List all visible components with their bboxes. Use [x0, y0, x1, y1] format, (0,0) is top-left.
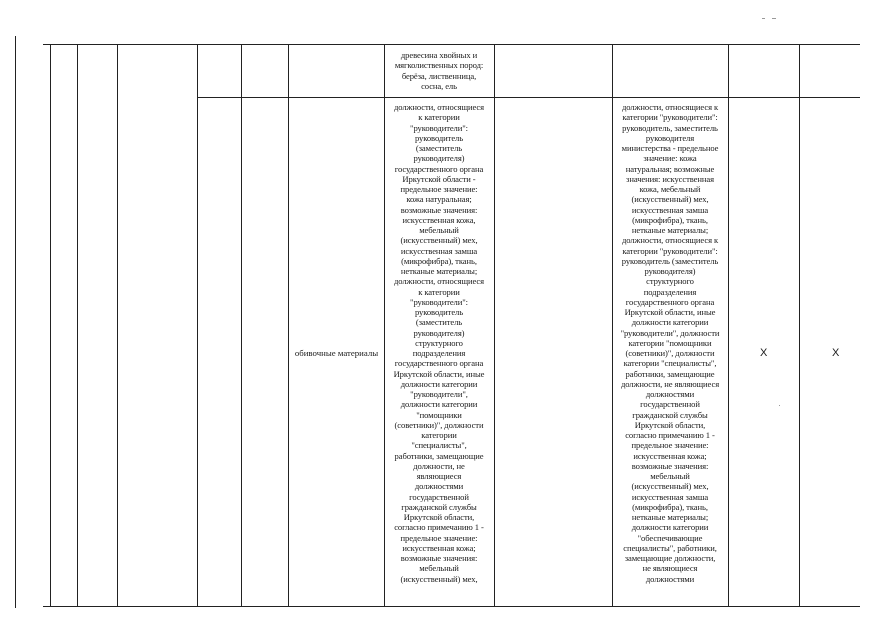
not-applicable-mark: Х: [832, 347, 840, 359]
column-border: [197, 44, 198, 606]
upholstery-requirements-text: должности, относящиеся к категории "руководители": руководитель (заместитель руководителя) государственного органа Иркутской области - предельное значение: кожа натуральная; возможные значения: искусственная кожа, мебельный (искусственный) мех, искусственная замша (микрофибра), ткань, нетканые материалы; должности, относящиеся к категории "руководители": руководитель (заместитель руководителя) структурного подразделения государственного органа Иркутской области, иные должности категории "руководители", должности категории "помощники (советники)", должности категории "специалисты", работники, замещающие должности, не являющиеся должностями государственной гражданской службы Иркутской области, согласно примечанию 1 - предельное значение: искусственная кожа; возможные значения: мебельный (искусственный) мех,: [393, 102, 485, 584]
column-border: [384, 44, 385, 606]
row-divider: [197, 97, 860, 98]
not-applicable-mark: Х: [760, 347, 768, 359]
column-border: [728, 44, 729, 606]
table-top-border: [43, 44, 860, 45]
column-border: [494, 44, 495, 606]
left-margin-line: [15, 36, 16, 608]
column-border: [241, 44, 242, 606]
scan-speck: [772, 18, 776, 19]
upholstery-materials-label: обивочные материалы: [294, 348, 379, 358]
wood-species-text: древесина хвойных и мягколиственных пород: берёза, лиственница, сосна, ель: [394, 50, 484, 91]
column-border: [799, 44, 800, 606]
column-border: [117, 44, 118, 606]
upholstery-ministry-text: должности, относящиеся к категории "руководители": руководитель, заместитель руководителя министерства - предельное значение: кожа натуральная; возможные значения: искусственная кожа, мебельный (искусственный) мех, искусственная замша (микрофибра), ткань, нетканые материалы; должности, относящиеся к категории "руководители": руководитель (заместитель руководителя) структурного подразделения государственного органа Иркутской области, иные должности категории "руководители", должности категории "помощники (советники)", должности категории "специалисты", работники, замещающие должности, не являющиеся должностями государственной гражданской службы Иркутской области, согласно примечанию 1 - предельное значение: искусственная кожа; возможные значения: мебельный (искусственный) мех, искусственная замша (микрофибра), ткань, нетканые материалы; должности категории "обеспечивающие специалисты", работники, замещающие должности, не являющиеся должностями: [620, 102, 720, 584]
scan-speck: [779, 405, 780, 406]
column-border: [288, 44, 289, 606]
column-border: [612, 44, 613, 606]
column-border: [77, 44, 78, 606]
scan-speck: [762, 18, 765, 19]
column-border: [50, 44, 51, 606]
table-bottom-border: [43, 606, 860, 607]
